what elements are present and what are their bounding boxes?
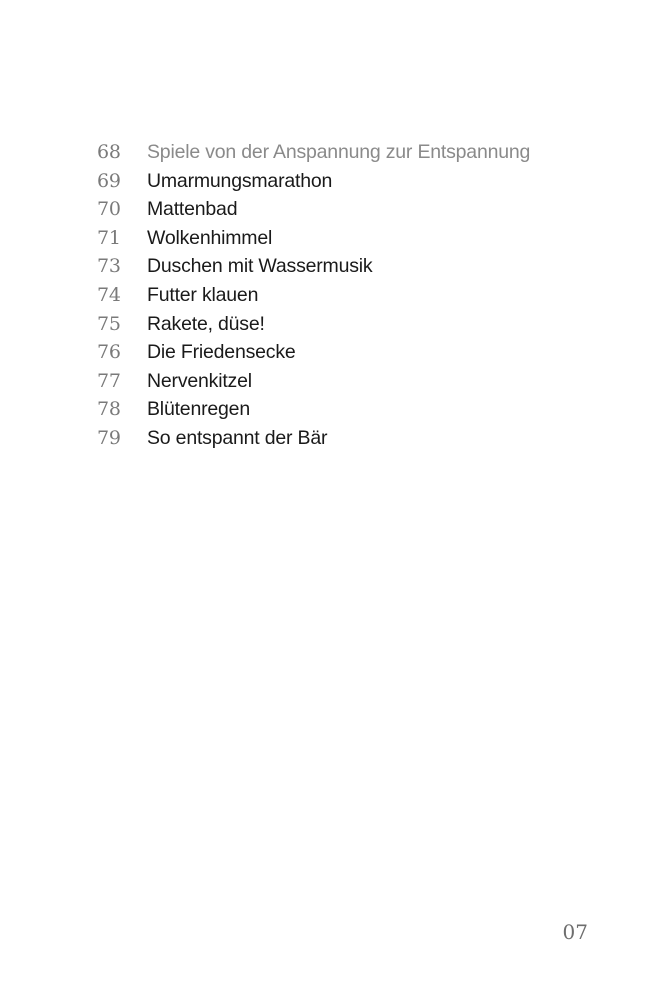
toc-entry xyxy=(97,367,530,396)
toc-entry xyxy=(97,395,530,424)
toc-entry xyxy=(97,424,530,453)
toc-page-number: 69 xyxy=(97,169,121,192)
toc-page-number: 79 xyxy=(97,426,121,449)
toc-page-number: 71 xyxy=(97,226,121,249)
toc-entry xyxy=(97,224,530,253)
table-of-contents xyxy=(97,138,530,453)
page-number: 07 xyxy=(562,920,588,944)
toc-entry xyxy=(97,338,530,367)
toc-entry-title: Nervenkitzel xyxy=(147,369,252,392)
toc-entry-title: Rakete, düse! xyxy=(147,312,265,335)
toc-entry-title: Futter klauen xyxy=(147,283,259,306)
toc-page-number: 76 xyxy=(97,341,121,364)
toc-section-heading xyxy=(97,138,530,167)
toc-entry-title: Blütenregen xyxy=(147,398,250,421)
toc-entry-title: Mattenbad xyxy=(147,198,238,221)
toc-page-number: 70 xyxy=(97,198,121,221)
toc-page-number: 74 xyxy=(97,283,121,306)
toc-page-number: 75 xyxy=(97,312,121,335)
toc-entry-title: Duschen mit Wassermusik xyxy=(147,255,373,278)
toc-entry xyxy=(97,252,530,281)
toc-page-number: 73 xyxy=(97,255,121,278)
toc-entry xyxy=(97,310,530,339)
toc-page-number: 77 xyxy=(97,369,121,392)
toc-entry xyxy=(97,167,530,196)
toc-entry xyxy=(97,281,530,310)
toc-entry-title: Umarmungsmarathon xyxy=(147,169,333,192)
toc-page-number: 78 xyxy=(97,398,121,421)
toc-section-title: Spiele von der Anspannung zur Entspannung xyxy=(147,141,531,163)
toc-entry-title: Die Friedensecke xyxy=(147,341,296,364)
toc-entry xyxy=(97,195,530,224)
toc-page-number: 68 xyxy=(97,141,121,163)
toc-entry-title: So entspannt der Bär xyxy=(147,426,328,449)
toc-entry-title: Wolkenhimmel xyxy=(147,226,273,249)
